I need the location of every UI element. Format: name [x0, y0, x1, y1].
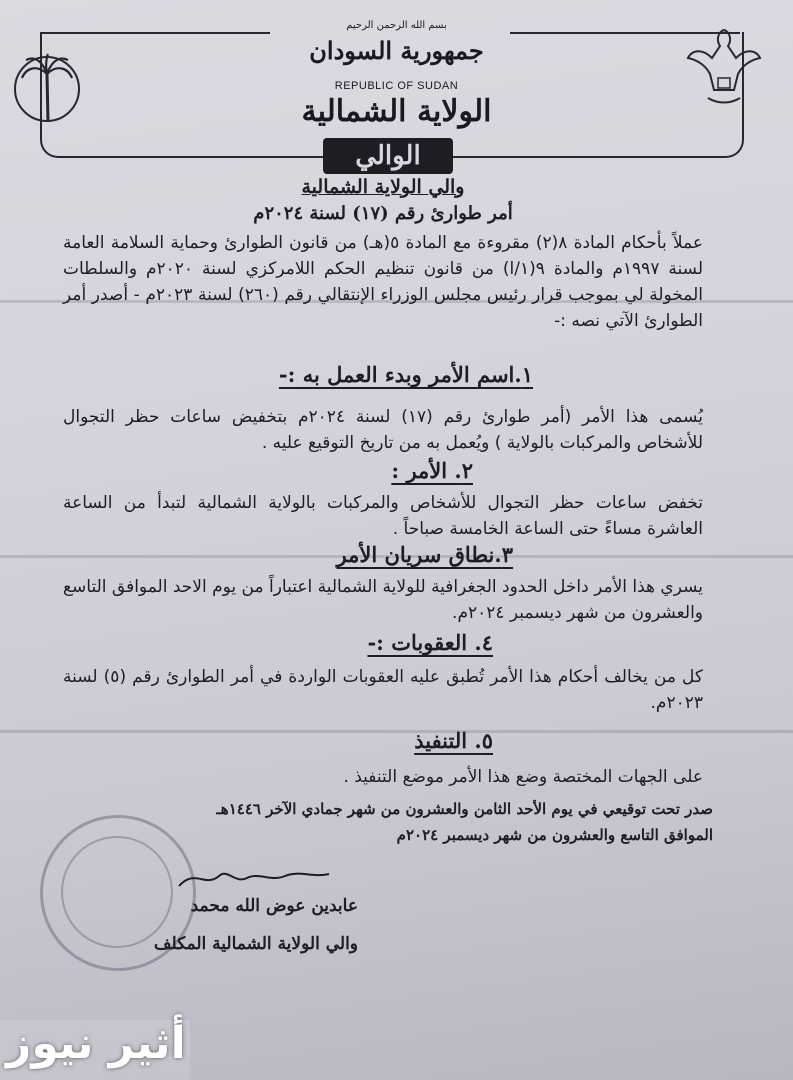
- issued-date-gregorian: الموافق التاسع والعشرون من شهر ديسمبر ٢٠٢٤م: [396, 826, 713, 844]
- issued-date-hijri: صدر تحت توقيعي في يوم الأحد الثامن والعشرون من شهر جمادي الآخر ١٤٤٦هـ: [216, 800, 713, 818]
- signatory-name: عابدين عوض الله محمد: [190, 896, 358, 916]
- watermark-logo: أثير نيوز: [6, 1018, 186, 1069]
- order-title: أمر طوارئ رقم (١٧) لسنة ٢٠٢٤م: [253, 203, 513, 224]
- section-2-body: تخفض ساعات حظر التجوال للأشخاص والمركبات بالولاية الشمالية لتبدأ من الساعة العاشرة مساءً حتى الساعة الخامسة صباحاً .: [63, 493, 703, 539]
- section-4-body: كل من يخالف أحكام هذا الأمر تُطبق عليه العقوبات الواردة في أمر الطوارئ رقم (٥) لسنة ٢٠٢٣م.: [63, 667, 703, 713]
- basmala: بسم الله الرحمن الرحيم: [346, 20, 447, 31]
- section-1-body: يُسمى هذا الأمر (أمر طوارئ رقم (١٧) لسنة ٢٠٢٤م بتخفيض ساعات حظر التجوال للأشخاص والمركبات بالولاية ) ويُعمل به من تاريخ التوقيع عليه .: [63, 407, 703, 453]
- paper-fold: [0, 730, 793, 733]
- section-5-body: على الجهات المختصة وضع هذا الأمر موضع التنفيذ .: [343, 767, 703, 787]
- state-title: الولاية الشمالية: [301, 94, 492, 129]
- section-4-heading: ٤. العقوبات :-: [367, 630, 493, 655]
- section-1-heading: ١.اسم الأمر وبدء العمل به :-: [278, 362, 533, 387]
- section-3-body: يسري هذا الأمر داخل الحدود الجغرافية للولاية الشمالية اعتباراً من يوم الاحد الموافق التاسع والعشرون من شهر ديسمبر ٢٠٢٤م.: [62, 577, 703, 623]
- signature-scribble: [175, 858, 335, 898]
- republic-title-english: REPUBLIC OF SUDAN: [334, 80, 459, 92]
- republic-title-arabic: جمهورية السودان: [309, 36, 484, 65]
- office-badge: الوالي: [323, 138, 453, 174]
- issuer-line: والي الولاية الشمالية: [301, 176, 465, 198]
- preamble-paragraph: عملاً بأحكام المادة ٨(٢) مقروءة مع المادة ٥(هـ) من قانون الطوارئ وحماية السلامة العامة لسنة ١٩٩٧م والمادة ٩(١/ا) من قانون تنظيم الحكم اللامركزي لسنة ٢٠٢٠م والسلطات المخولة لي بموجب قرار رئيس مجلس الوزراء الإنتقالي رقم (٢٦٠) لسنة ٢٠٢٣م - أصدر أمر الطوارئ الآتي نصه :-: [63, 233, 704, 331]
- section-2-heading: ٢. الأمر :: [391, 458, 473, 483]
- section-3-heading: ٣.نطاق سريان الأمر: [336, 542, 513, 567]
- signatory-position: والي الولاية الشمالية المكلف: [153, 934, 358, 954]
- section-5-heading: ٥. التنفيذ: [414, 728, 493, 753]
